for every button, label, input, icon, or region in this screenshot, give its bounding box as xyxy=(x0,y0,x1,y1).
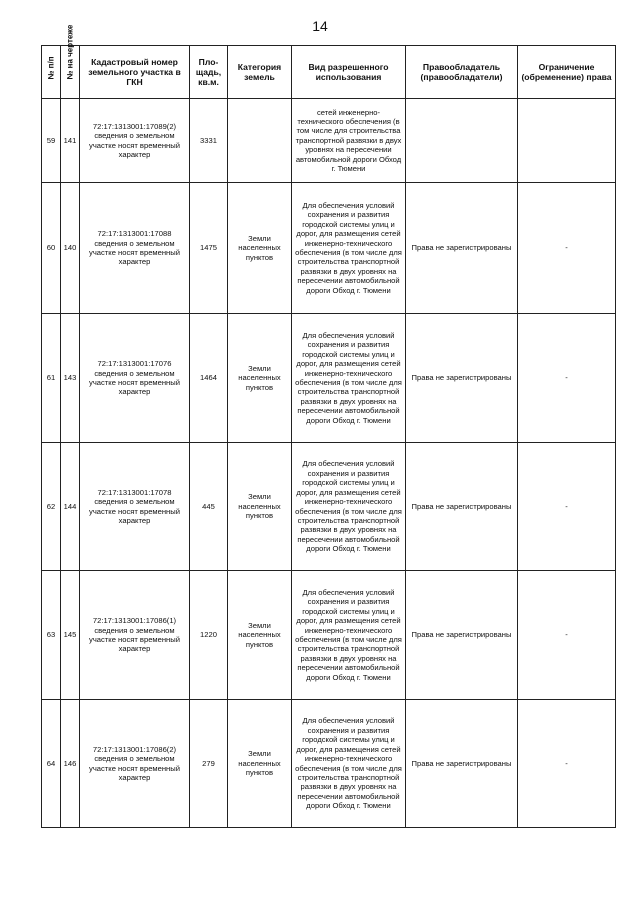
table-row xyxy=(42,314,616,443)
row-owner: Права не зарегистрированы xyxy=(406,443,518,571)
row-owner: Права не зарегистрированы xyxy=(406,571,518,700)
row-number: 63 xyxy=(42,571,61,700)
row-permitted-use: Для обеспечения условий сохранения и развития городской системы улиц и дорог, для размещения сетей инженерно-технического обеспечения (в том числе для строительства транспортной развязки в двух уровнях на пересечении автомобильной дороги Обход г. Тюмени xyxy=(292,314,406,443)
row-category xyxy=(228,99,292,183)
row-permitted-use: Для обеспечения условий сохранения и развития городской системы улиц и дорог, для размещения сетей инженерно-технического обеспечения (в том числе для строительства транспортной развязки в двух уровнях на пересечении автомобильной дороги Обход г. Тюмени xyxy=(292,183,406,314)
row-permitted-use: Для обеспечения условий сохранения и развития городской системы улиц и дорог, для размещения сетей инженерно-технического обеспечения (в том числе для строительства транспортной развязки в двух уровнях на пересечении автомобильной дороги Обход г. Тюмени xyxy=(292,700,406,828)
row-owner: Права не зарегистрированы xyxy=(406,314,518,443)
row-cadastral-number: 72:17:1313001:17086(1) сведения о земельном участке носят временный характер xyxy=(80,571,190,700)
row-permitted-use: сетей инженерно-технического обеспечения (в том числе для строительства транспортной развязки в двух уровнях на пересечении автомобильной дороги Обход г. Тюмени xyxy=(292,99,406,183)
header-owner: Правообладатель (правообладатели) xyxy=(406,46,518,99)
row-category: Земли населенных пунктов xyxy=(228,443,292,571)
row-area: 3331 xyxy=(190,99,228,183)
header-use: Вид разрешенного использования xyxy=(292,46,406,99)
row-area: 1220 xyxy=(190,571,228,700)
row-drawing-number: 140 xyxy=(61,183,80,314)
row-restriction: - xyxy=(518,443,616,571)
row-restriction: - xyxy=(518,700,616,828)
row-drawing-number: 145 xyxy=(61,571,80,700)
page-number: 14 xyxy=(312,18,328,34)
row-cadastral-number: 72:17:1313001:17078 сведения о земельном участке носят временный характер xyxy=(80,443,190,571)
row-restriction: - xyxy=(518,183,616,314)
row-category: Земли населенных пунктов xyxy=(228,571,292,700)
row-owner: Права не зарегистрированы xyxy=(406,700,518,828)
row-drawing-number: 141 xyxy=(61,99,80,183)
header-category: Категория земель xyxy=(228,46,292,99)
row-drawing-number: 143 xyxy=(61,314,80,443)
row-number: 61 xyxy=(42,314,61,443)
row-restriction: - xyxy=(518,314,616,443)
header-n-drawing: № на чертеже xyxy=(61,46,80,99)
header-restriction: Ограничение (обременение) права xyxy=(518,46,616,99)
row-cadastral-number: 72:17:1313001:17089(2) сведения о земельном участке носят временный характер xyxy=(80,99,190,183)
row-restriction: - xyxy=(518,571,616,700)
table-row xyxy=(42,571,616,700)
row-number: 62 xyxy=(42,443,61,571)
header-area: Пло-щадь, кв.м. xyxy=(190,46,228,99)
row-category: Земли населенных пунктов xyxy=(228,183,292,314)
row-restriction xyxy=(518,99,616,183)
row-cadastral-number: 72:17:1313001:17076 сведения о земельном участке носят временный характер xyxy=(80,314,190,443)
row-cadastral-number: 72:17:1313001:17088 сведения о земельном участке носят временный характер xyxy=(80,183,190,314)
header-n: № п/п xyxy=(42,46,61,99)
table-row xyxy=(42,443,616,571)
land-plots-table xyxy=(41,24,616,828)
row-number: 59 xyxy=(42,99,61,183)
row-owner xyxy=(406,99,518,183)
table-row xyxy=(42,99,616,183)
row-category: Земли населенных пунктов xyxy=(228,700,292,828)
row-area: 1464 xyxy=(190,314,228,443)
row-area: 279 xyxy=(190,700,228,828)
row-drawing-number: 146 xyxy=(61,700,80,828)
row-drawing-number: 144 xyxy=(61,443,80,571)
table-row xyxy=(42,700,616,828)
row-number: 64 xyxy=(42,700,61,828)
table-row xyxy=(42,183,616,314)
row-permitted-use: Для обеспечения условий сохранения и развития городской системы улиц и дорог, для размещения сетей инженерно-технического обеспечения (в том числе для строительства транспортной развязки в двух уровнях на пересечении автомобильной дороги Обход г. Тюмени xyxy=(292,571,406,700)
row-area: 1475 xyxy=(190,183,228,314)
header-cadastral: Кадастровый номер земельного участка в ГКН xyxy=(80,46,190,99)
row-permitted-use: Для обеспечения условий сохранения и развития городской системы улиц и дорог, для размещения сетей инженерно-технического обеспечения (в том числе для строительства транспортной развязки в двух уровнях на пересечении автомобильной дороги Обход г. Тюмени xyxy=(292,443,406,571)
row-number: 60 xyxy=(42,183,61,314)
row-area: 445 xyxy=(190,443,228,571)
table-header-row xyxy=(42,46,616,99)
row-cadastral-number: 72:17:1313001:17086(2) сведения о земельном участке носят временный характер xyxy=(80,700,190,828)
row-category: Земли населенных пунктов xyxy=(228,314,292,443)
row-owner: Права не зарегистрированы xyxy=(406,183,518,314)
